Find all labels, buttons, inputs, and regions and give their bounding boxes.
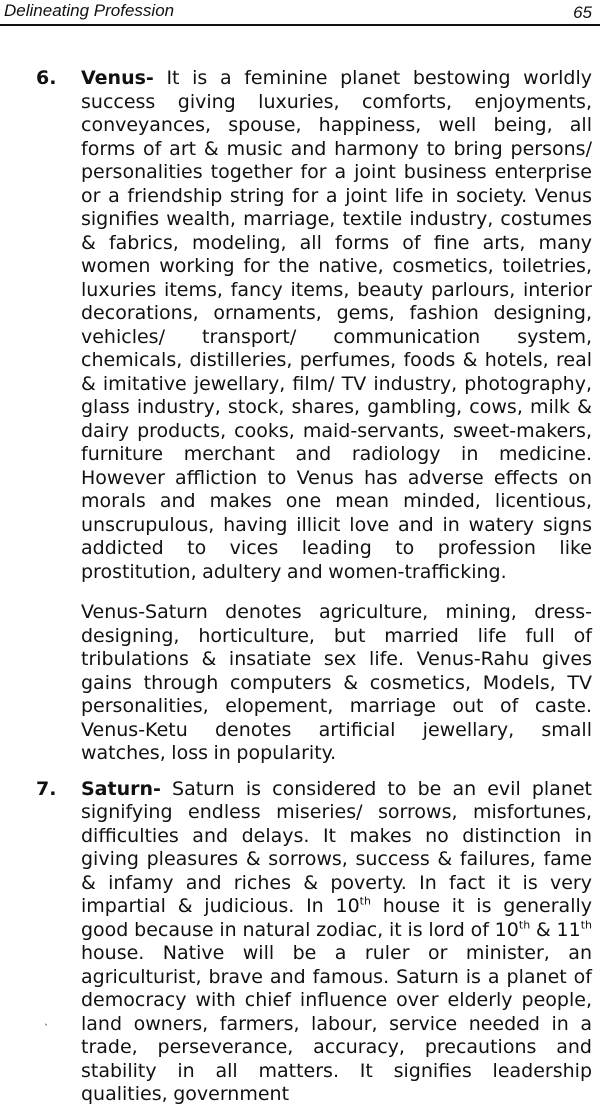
running-title: Delineating Profession	[4, 1, 175, 20]
list-item-saturn	[36, 778, 592, 1107]
item-text: house it is generally good because in natural zodiac, it is lord of 10	[81, 895, 592, 941]
item-number: 7.	[36, 777, 57, 800]
venus-combinations-paragraph: Venus-Saturn denotes agriculture, mining, dress-designing, horticulture, but married life full of tribulations & insatiate sex life. Venus-Rahu gives gains through computers & cosmetics, Models, TV personalities, elopement, marriage out of caste. Venus-Ketu denotes artificial jewellary, small watches, loss in popularity.	[81, 601, 592, 764]
superscript: th	[359, 894, 371, 908]
running-header	[0, 0, 600, 26]
page-number: 65	[573, 3, 592, 22]
venus-paragraph	[81, 67, 592, 584]
superscript: th	[580, 918, 592, 932]
item-term: Venus-	[81, 67, 154, 89]
saturn-paragraph	[81, 778, 592, 1107]
superscript: th	[518, 918, 531, 932]
item-number: 6.	[36, 67, 57, 89]
list-item-venus	[36, 67, 592, 766]
item-text: Saturn is considered to be an evil planet signifying endless miseries/ sorrows, misfortunes, difficulties and delays. It makes no distinction in giving pleasures & sorrows, success & failures, fame & infamy and riches & poverty. In fact it is very impartial & judicious. In 10	[81, 777, 592, 917]
page-body	[36, 67, 592, 1107]
item-term: Saturn-	[81, 777, 161, 800]
item-text: & 11	[530, 918, 581, 941]
item-text: house. Native will be a ruler or minister, an agriculturist, brave and famous. Saturn is a planet of democracy with chief influence over elderly people, land owners, farmers, labour, service needed in a trade, perseverance, accuracy, precautions and stability in all matters. It signifies leadership qualities, government	[81, 942, 592, 1105]
footer-mark: ˎ	[44, 1015, 49, 1026]
item-text: It is a feminine planet bestowing worldly success giving luxuries, comforts, enjoyments, conveyances, spouse, happiness, well being, all forms of art & music and harmony to bring persons/ personalities together for a joint business enterprise or a friendship string for a joint life in society. Venus signifies wealth, marriage, textile industry, costumes & fabrics, modeling, all forms of fine arts, many women working for the native, cosmetics, toiletries, luxuries items, fancy items, beauty parlours, interior decorations, ornaments, gems, fashion designing, vehicles/ transport/ communication system, chemicals, distilleries, perfumes, foods & hotels, real & imitative jewellary, film/ TV industry, photography, glass industry, stock, shares, gambling, cows, milk & dairy products, cooks, maid-servants, sweet-makers, furniture merchant and radiology in medicine. However affliction to Venus has adverse effects on morals and makes one mean minded, licentious, unscrupulous, having illicit love and in watery signs addicted to vices leading to profession like prostitution, adultery and women-trafficking.	[81, 67, 592, 583]
